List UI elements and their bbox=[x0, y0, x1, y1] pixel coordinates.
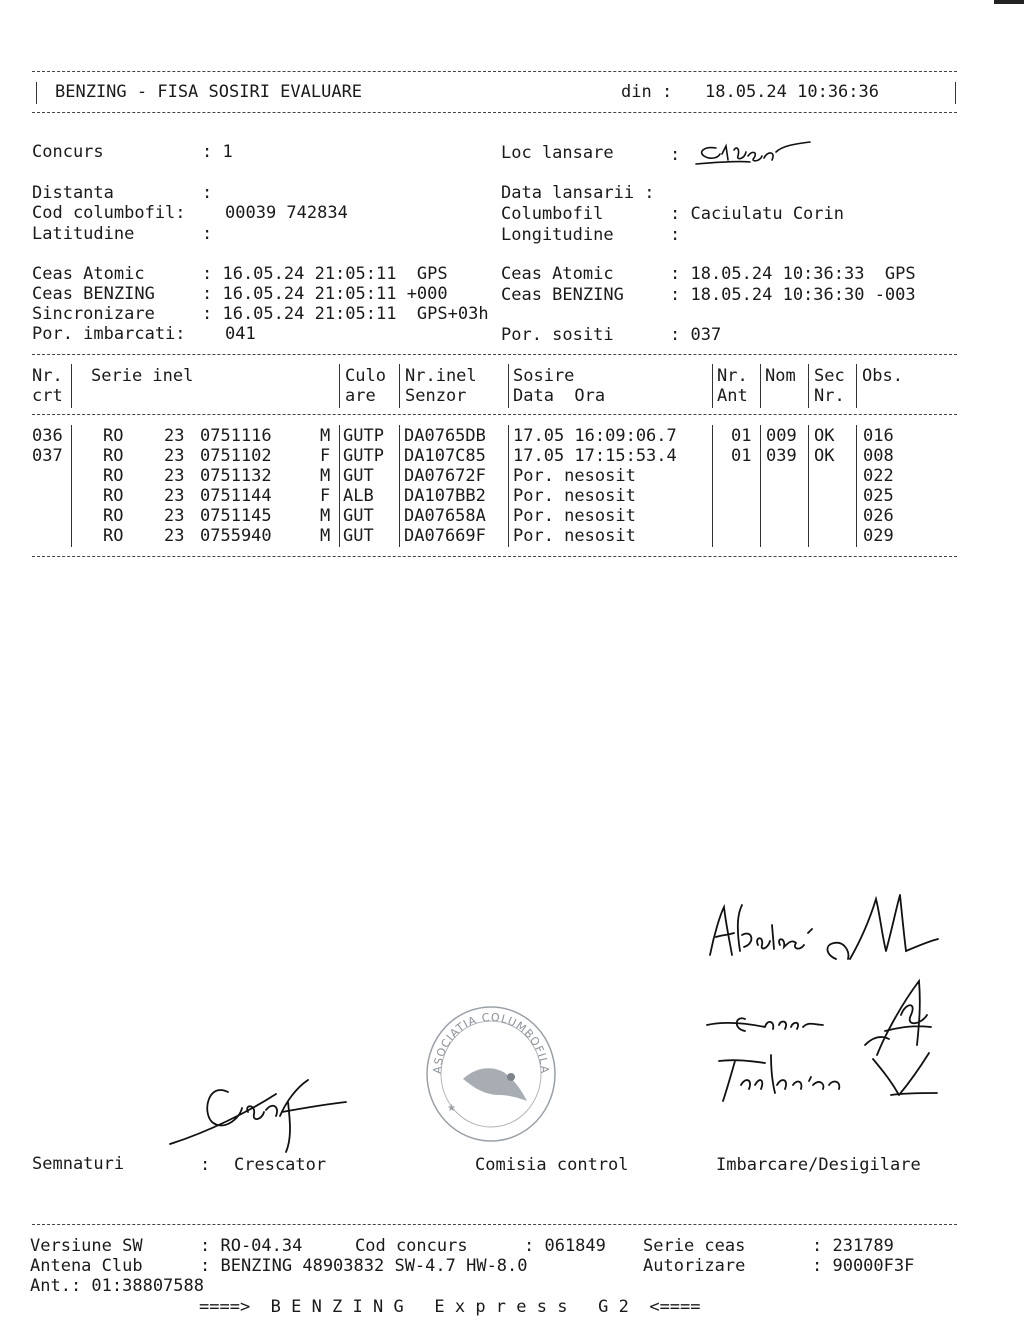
cell-color: GUT bbox=[343, 466, 374, 486]
right-atomic-value: : 18.05.24 10:36:33 GPS bbox=[670, 264, 916, 284]
antena-club-value: : BENZING 48903832 SW-4.7 HW-8.0 bbox=[200, 1256, 528, 1276]
document-title: BENZING - FISA SOSIRI EVALUARE bbox=[55, 82, 363, 102]
cell-sex: M bbox=[320, 466, 331, 486]
cell-sensor: DA07672F bbox=[404, 466, 486, 486]
cell-color: GUT bbox=[343, 526, 374, 546]
cell-sec: OK bbox=[814, 446, 835, 466]
cell-nr: 036 bbox=[32, 426, 63, 446]
th-divider bbox=[712, 364, 713, 408]
th-sec-2: Nr. bbox=[814, 386, 845, 406]
sositi-value: : 037 bbox=[670, 325, 722, 345]
header-right-bar bbox=[955, 82, 956, 104]
right-benzing-value: : 18.05.24 10:36:30 -003 bbox=[670, 285, 916, 305]
cell-color: GUT bbox=[343, 506, 374, 526]
td-divider bbox=[339, 425, 340, 547]
header-bottom-rule bbox=[32, 112, 957, 113]
din-label: din : bbox=[621, 82, 673, 102]
cell-country: RO bbox=[103, 466, 124, 486]
cell-arrival: 17.05 16:09:06.7 bbox=[513, 426, 677, 446]
td-divider bbox=[71, 425, 72, 547]
cell-country: RO bbox=[103, 506, 124, 526]
cell-nr: 037 bbox=[32, 446, 63, 466]
cell-ring: 0751145 bbox=[200, 506, 272, 526]
th-sosire: Sosire bbox=[513, 366, 575, 386]
loc-lansare-label: Loc lansare bbox=[501, 143, 614, 163]
comisia-control-label: Comisia control bbox=[475, 1155, 629, 1175]
th-sec-1: Sec bbox=[814, 366, 845, 386]
right-benzing-label: Ceas BENZING bbox=[501, 285, 624, 305]
benzing-express-banner: ====> B E N Z I N G E x p r e s s G 2 <==== bbox=[199, 1297, 701, 1317]
cell-country: RO bbox=[103, 426, 124, 446]
cell-obs: 022 bbox=[863, 466, 894, 486]
cell-nom: 039 bbox=[766, 446, 797, 466]
signature-crescator bbox=[168, 1072, 348, 1157]
cell-arrival: Por. nesosit bbox=[513, 486, 636, 506]
antena-club-label: Antena Club bbox=[30, 1256, 143, 1276]
svg-text:ASOCIATIA COLUMBOFILA bbox=[431, 1011, 551, 1075]
th-divider bbox=[399, 364, 400, 408]
imbarcare-desigilare-label: Imbarcare/Desigilare bbox=[716, 1155, 921, 1175]
cell-country: RO bbox=[103, 526, 124, 546]
cod-columbofil-label: Cod columbofil: bbox=[32, 203, 186, 223]
td-divider bbox=[508, 425, 509, 547]
cell-sex: M bbox=[320, 506, 331, 526]
cell-sensor: DA107C85 bbox=[404, 446, 486, 466]
distanta-label: Distanta bbox=[32, 183, 114, 203]
cell-country: RO bbox=[103, 446, 124, 466]
th-nom: Nom bbox=[765, 366, 796, 386]
td-divider bbox=[399, 425, 400, 547]
th-nr-ant-2: Ant bbox=[717, 386, 748, 406]
autorizare-label: Autorizare bbox=[643, 1256, 746, 1276]
cell-ring: 0751116 bbox=[200, 426, 272, 446]
versiune-sw-value: : RO-04.34 bbox=[200, 1236, 303, 1256]
cell-obs: 025 bbox=[863, 486, 894, 506]
cell-sensor: DA107BB2 bbox=[404, 486, 486, 506]
table-header-rule bbox=[32, 414, 957, 415]
header-left-bar bbox=[36, 82, 37, 104]
loc-lansare-sep: : bbox=[670, 145, 681, 165]
concurs-value: : 1 bbox=[202, 142, 233, 162]
th-data-ora: Data Ora bbox=[513, 386, 606, 406]
loc-lansare-handwriting bbox=[690, 136, 815, 176]
cell-country: RO bbox=[103, 486, 124, 506]
th-divider bbox=[808, 364, 809, 408]
th-obs: Obs. bbox=[862, 366, 903, 386]
cell-year: 23 bbox=[164, 486, 185, 506]
cell-year: 23 bbox=[164, 446, 185, 466]
cell-year: 23 bbox=[164, 526, 185, 546]
crescator-label: Crescator bbox=[234, 1155, 327, 1175]
th-nr-inel: Nr.inel bbox=[405, 366, 477, 386]
th-culoare-2: are bbox=[345, 386, 376, 406]
cell-obs: 016 bbox=[863, 426, 894, 446]
cell-ring: 0755940 bbox=[200, 526, 272, 546]
cell-sensor: DA0765DB bbox=[404, 426, 486, 446]
cell-year: 23 bbox=[164, 506, 185, 526]
cell-sec: OK bbox=[814, 426, 835, 446]
td-divider bbox=[808, 425, 809, 547]
data-lansarii-label: Data lansarii : bbox=[501, 183, 655, 203]
cell-obs: 029 bbox=[863, 526, 894, 546]
serie-ceas-value: : 231789 bbox=[812, 1236, 894, 1256]
cod-concurs-value: : 061849 bbox=[524, 1236, 606, 1256]
td-divider bbox=[712, 425, 713, 547]
versiune-sw-label: Versiune SW bbox=[30, 1236, 143, 1256]
left-benzing-label: Ceas BENZING bbox=[32, 284, 155, 304]
stamp-text: ASOCIATIA COLUMBOFILA bbox=[430, 1010, 552, 1075]
signature-tatarian bbox=[715, 1045, 945, 1105]
th-divider bbox=[508, 364, 509, 408]
latitudine-label: Latitudine bbox=[32, 224, 135, 244]
table-top-rule bbox=[32, 354, 957, 355]
th-serie-inel: Serie inel bbox=[91, 366, 194, 386]
left-benzing-value: : 16.05.24 21:05:11 +000 bbox=[202, 284, 448, 304]
cell-color: ALB bbox=[343, 486, 374, 506]
th-senzor: Senzor bbox=[405, 386, 467, 406]
imbarcati-label: Por. imbarcati: bbox=[32, 324, 186, 344]
cell-ant: 01 bbox=[731, 446, 752, 466]
td-divider bbox=[760, 425, 761, 547]
th-divider bbox=[339, 364, 340, 408]
left-atomic-value: : 16.05.24 21:05:11 GPS bbox=[202, 264, 448, 284]
cell-arrival: Por. nesosit bbox=[513, 466, 636, 486]
th-divider bbox=[856, 364, 857, 408]
concurs-label: Concurs bbox=[32, 142, 104, 162]
cell-sex: F bbox=[320, 446, 331, 466]
th-divider bbox=[71, 364, 72, 408]
columbofil-value: : Caciulatu Corin bbox=[670, 204, 844, 224]
cell-color: GUTP bbox=[343, 426, 384, 446]
footer-top-rule bbox=[32, 1224, 957, 1225]
serie-ceas-label: Serie ceas bbox=[643, 1236, 746, 1256]
signature-abdulasi bbox=[700, 885, 940, 960]
cod-columbofil-value: 00039 742834 bbox=[225, 203, 348, 223]
cell-color: GUTP bbox=[343, 446, 384, 466]
left-atomic-label: Ceas Atomic bbox=[32, 264, 145, 284]
cell-sensor: DA07669F bbox=[404, 526, 486, 546]
cell-arrival: 17.05 17:15:53.4 bbox=[513, 446, 677, 466]
th-nr-ant-1: Nr. bbox=[717, 366, 748, 386]
sincronizare-label: Sincronizare bbox=[32, 304, 155, 324]
latitudine-value: : bbox=[202, 224, 213, 244]
cell-year: 23 bbox=[164, 466, 185, 486]
longitudine-label: Longitudine bbox=[501, 225, 614, 245]
cell-ring: 0751102 bbox=[200, 446, 272, 466]
semnaturi-label: Semnaturi bbox=[32, 1154, 125, 1174]
imbarcati-value: 041 bbox=[225, 324, 256, 344]
cell-sex: M bbox=[320, 526, 331, 546]
cell-obs: 008 bbox=[863, 446, 894, 466]
semnaturi-sep: : bbox=[200, 1155, 211, 1175]
svg-text:★: ★ bbox=[447, 1103, 456, 1114]
th-crt: crt bbox=[32, 386, 63, 406]
cell-sex: F bbox=[320, 486, 331, 506]
right-atomic-label: Ceas Atomic bbox=[501, 264, 614, 284]
club-stamp bbox=[423, 1003, 560, 1146]
columbofil-label: Columbofil bbox=[501, 204, 604, 224]
cell-ring: 0751144 bbox=[200, 486, 272, 506]
ant-line: Ant.: 01:38807588 bbox=[30, 1276, 204, 1296]
cell-ring: 0751132 bbox=[200, 466, 272, 486]
longitudine-value: : bbox=[670, 225, 681, 245]
table-bottom-rule bbox=[32, 556, 957, 557]
distanta-value: : bbox=[202, 183, 213, 203]
th-culoare-1: Culo bbox=[345, 366, 386, 386]
td-divider bbox=[856, 425, 857, 547]
cell-sex: M bbox=[320, 426, 331, 446]
cell-arrival: Por. nesosit bbox=[513, 526, 636, 546]
cell-sensor: DA07658A bbox=[404, 506, 486, 526]
report-datetime: 18.05.24 10:36:36 bbox=[705, 82, 879, 102]
cell-arrival: Por. nesosit bbox=[513, 506, 636, 526]
header-top-rule bbox=[32, 71, 957, 72]
autorizare-value: : 90000F3F bbox=[812, 1256, 915, 1276]
cell-obs: 026 bbox=[863, 506, 894, 526]
cell-nom: 009 bbox=[766, 426, 797, 446]
cell-year: 23 bbox=[164, 426, 185, 446]
sositi-label: Por. sositi bbox=[501, 325, 614, 345]
th-divider bbox=[760, 364, 761, 408]
th-nr: Nr. bbox=[32, 366, 63, 386]
cell-ant: 01 bbox=[731, 426, 752, 446]
cod-concurs-label: Cod concurs bbox=[355, 1236, 468, 1256]
sincronizare-value: : 16.05.24 21:05:11 GPS+03h bbox=[202, 304, 489, 324]
scan-edge-mark bbox=[994, 0, 1024, 4]
